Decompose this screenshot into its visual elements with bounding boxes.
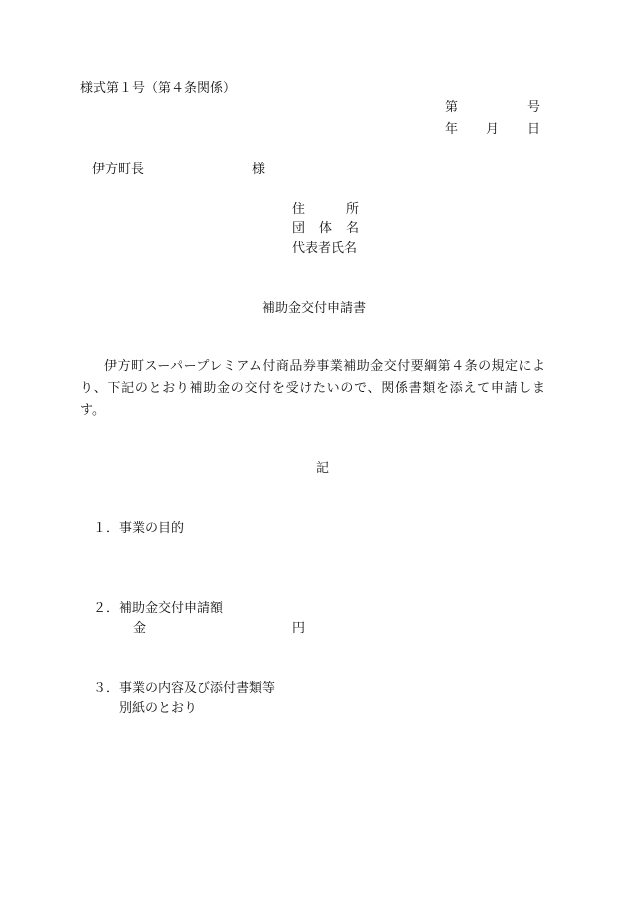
applicant-group-label-2: 体 — [319, 221, 333, 236]
applicant-rep-label: 代表者氏名 — [292, 241, 358, 256]
item-2-amount-prefix: 金 — [133, 621, 147, 636]
item-2-number: ２． — [93, 601, 120, 616]
doc-number-go: 号 — [527, 100, 541, 115]
item-1-label: 事業の目的 — [119, 521, 185, 536]
date-month: 月 — [486, 122, 500, 137]
applicant-address-label-2: 所 — [346, 202, 360, 217]
document-title: 補助金交付申請書 — [262, 301, 367, 316]
date-year: 年 — [445, 122, 459, 137]
addressee-honorific: 様 — [252, 162, 266, 177]
item-2-label: 補助金交付申請額 — [119, 601, 224, 616]
item-3-sub-text: 別紙のとおり — [119, 701, 198, 716]
applicant-address-label-1: 住 — [292, 202, 306, 217]
date-day: 日 — [527, 122, 541, 137]
item-3-label: 事業の内容及び添付書類等 — [119, 681, 276, 696]
applicant-group-label-3: 名 — [346, 221, 360, 236]
item-3-number: ３． — [93, 681, 120, 696]
item-1-number: １． — [93, 521, 120, 536]
applicant-group-label-1: 団 — [292, 221, 306, 236]
addressee-name: 伊方町長 — [92, 162, 145, 177]
doc-number-dai: 第 — [445, 100, 459, 115]
form-label: 様式第１号（第４条関係） — [80, 81, 237, 96]
item-2-amount-unit: 円 — [292, 621, 306, 636]
body-paragraph: 伊方町スーパープレミアム付商品券事業補助金交付要綱第４条の規定により、下記のとおり補助金の交付を受けたいので、関係書類を添えて申請します。 — [80, 359, 545, 418]
ki-label: 記 — [316, 461, 330, 476]
